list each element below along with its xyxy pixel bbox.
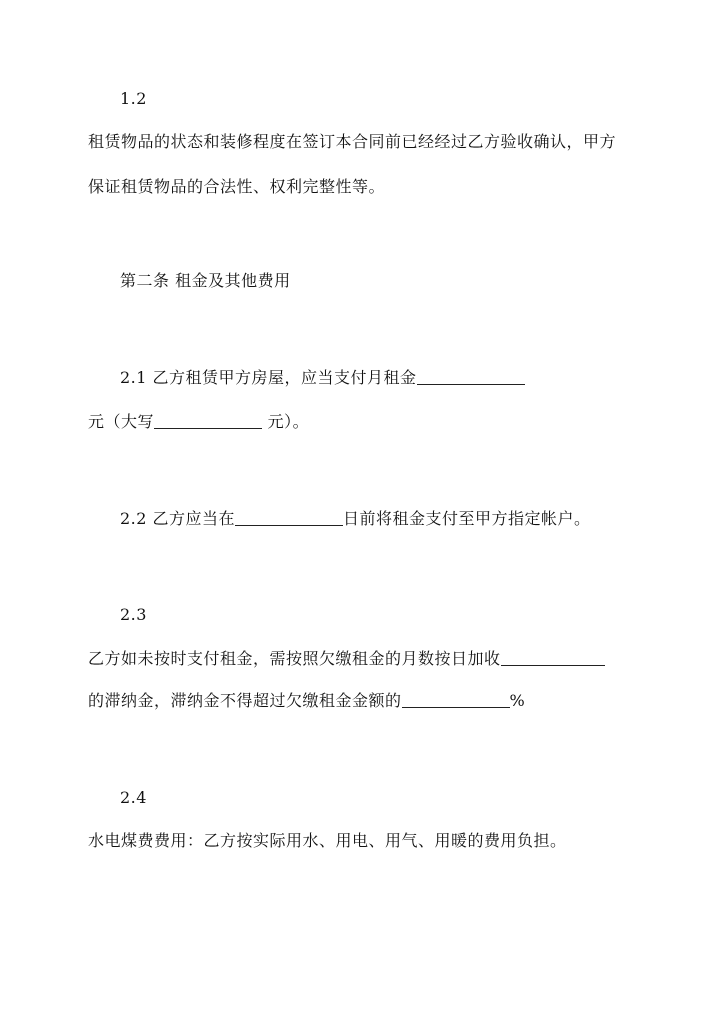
percent-sign: % — [509, 691, 526, 710]
paragraph-2-3-text-1: 乙方如未按时支付租金，需按照欠缴租金的月数按日加收 — [88, 649, 501, 668]
paragraph-2-1-text-2: 元（大写 — [88, 412, 155, 431]
paragraph-2-1-text-1: 2.1 乙方租赁甲方房屋，应当支付月租金 — [120, 368, 417, 387]
section-number-2-3: 2.3 — [120, 605, 147, 624]
monthly-rent-blank — [417, 368, 525, 385]
paragraph-2-4-line-1: 水电煤费费用：乙方按实际用水、用电、用气、用暖的费用负担。 — [88, 831, 567, 850]
paragraph-2-3-text-2: 的滞纳金，滞纳金不得超过欠缴租金金额的 — [88, 691, 402, 710]
paragraph-1-2-line-2: 保证租赁物品的合法性、权利完整性等。 — [88, 177, 386, 196]
rent-in-words-blank — [154, 412, 262, 429]
paragraph-2-3-line-1 — [88, 648, 605, 670]
paragraph-2-1-line-1 — [120, 367, 525, 389]
late-fee-cap-blank — [402, 691, 510, 708]
paragraph-1-2-line-1: 租赁物品的状态和装修程度在签订本合同前已经经过乙方验收确认，甲方 — [88, 132, 617, 151]
paragraph-2-2 — [120, 508, 591, 530]
paragraph-2-2-text-1: 2.2 乙方应当在 — [120, 509, 236, 528]
paragraph-2-2-text-2: 日前将租金支付至甲方指定帐户。 — [343, 509, 591, 528]
paragraph-2-1-text-3: 元）。 — [262, 412, 310, 431]
payment-day-blank — [235, 509, 343, 526]
article-2-title: 第二条 租金及其他费用 — [120, 271, 291, 290]
paragraph-2-1-line-2 — [88, 411, 309, 433]
paragraph-2-3-line-2 — [88, 690, 525, 712]
late-fee-rate-blank — [501, 649, 605, 666]
section-number-1-2: 1.2 — [120, 89, 147, 108]
section-number-2-4: 2.4 — [120, 788, 147, 807]
